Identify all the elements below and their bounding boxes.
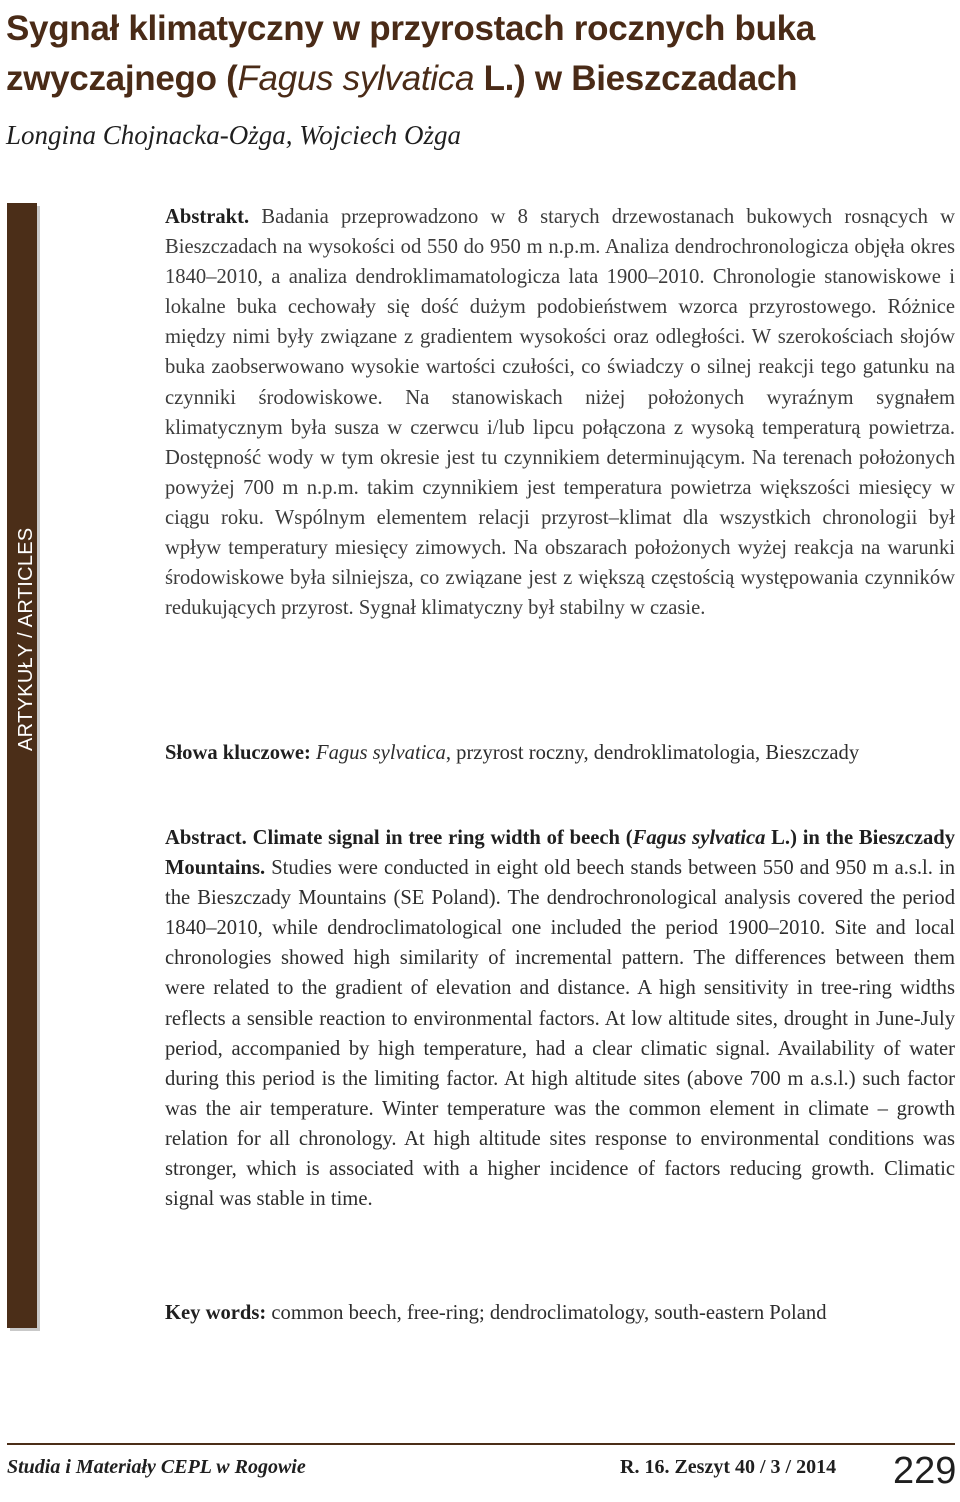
keywords-english	[165, 1298, 955, 1328]
abstract-polish-text: Badania przeprowadzono w 8 starych drzewostanach bukowych rosnących w Bieszczadach na wysokości od 550 do 950 m n.p.m. Analiza dendrochronologicza objęła okres 1840–2010, a analiza dendroklimamatologicza lata 1900–2010. Chronologie stanowiskowe i lokalne buka cechowały się dość dużym podobieństwem wzorca przyrostowego. Różnice między nimi były związane z gradientem wysokości oraz odległości. W szerokościach słojów buka zaobserwowano wysokie wartości czułości, co świadczy o silnej reakcji tego gatunku na czynniki środowiskowe. Na stanowiskach niżej położonych wyraźnym sygnałem klimatycznym była susza w czerwcu i/lub lipcu połączona z wysoką temperaturą powietrza. Dostępność wody w tym okresie jest tu czynnikiem determinującym. Na terenach położonych powyżej 700 m n.p.m. takim czynnikiem jest temperatura powietrza większości miesięcy w ciągu roku. Wspólnym elementem relacji przyrost–klimat dla wszystkich chronologii był wpływ temperatury miesięcy zimowych. Na obszarach położonych wyżej reakcja na warunki środowiskowe była silniejsza, co związane jest z większą częstością występowania czynników redukujących przyrost. Sygnał klimatyczny był stabilny w czasie.	[165, 206, 955, 620]
abstract-english-title-b: L.) in the Bieszczady Mountains.	[165, 827, 956, 880]
keywords-polish-species: Fagus sylvatica	[316, 742, 446, 764]
keywords-polish-text: , przyrost roczny, dendroklimatologia, Bieszczady	[445, 742, 860, 764]
abstract-english-text: Studies were conducted in eight old beech stands between 550 and 950 m a.s.l. in the Bieszczady Mountains (SE Poland). The dendrochronological analysis covered the period 1840–2010, while dendroclimatological one included the period 1900–2010. Site and local chronologies showed high similarity of incremental pattern. The differences between them were related to the gradient of elevation and distance. A high sensitivity in tree-ring widths reflects a sensible reaction to environmental factors. At low altitude sites, drought in June-July period, accompanied by high temperature, had a clear climatic signal. Availability of water during this period is the limiting factor. At high altitude sites (above 700 m a.s.l.) such factor was the air temperature. Winter temperature was the common element in climate – growth relation for all chronology. At high altitude sites response to environmental conditions was stronger, which is associated with a higher incidence of factors reducing growth. Climatic signal was stable in time.	[165, 857, 955, 1211]
abstract-english-title-species: Fagus sylvatica	[632, 827, 766, 849]
title-part-1: Sygnał klimatyczny w przyrostach rocznych buka zwyczajnego (	[6, 9, 815, 98]
title-species-italic: Fagus sylvatica	[237, 59, 475, 98]
keywords-polish-label: Słowa kluczowe:	[165, 742, 311, 764]
abstract-english	[165, 823, 955, 1214]
journal-name: Studia i Materiały CEPL w Rogowie	[7, 1456, 306, 1478]
page-number: 229	[893, 1450, 957, 1492]
abstract-english-title-a: Climate signal in tree ring width of beech (	[252, 827, 633, 849]
keywords-english-text: common beech, free-ring; dendroclimatology, south-eastern Poland	[266, 1302, 827, 1324]
keywords-english-label: Key words:	[165, 1302, 267, 1324]
issue-info: R. 16. Zeszyt 40 / 3 / 2014	[620, 1456, 837, 1478]
abstract-polish	[165, 202, 955, 623]
article-title	[6, 4, 906, 104]
abstract-english-label: Abstract.	[165, 827, 247, 849]
sidebar-section-label: ARTYKUŁY / ARTICLES	[15, 527, 37, 751]
abstract-polish-label: Abstrakt.	[165, 206, 250, 228]
keywords-polish	[165, 738, 955, 768]
title-part-2: L.) w Bieszczadach	[474, 59, 798, 98]
footer-divider	[7, 1443, 955, 1445]
authors: Longina Chojnacka-Ożga, Wojciech Ożga	[6, 120, 461, 150]
section-sidebar	[7, 203, 37, 1328]
